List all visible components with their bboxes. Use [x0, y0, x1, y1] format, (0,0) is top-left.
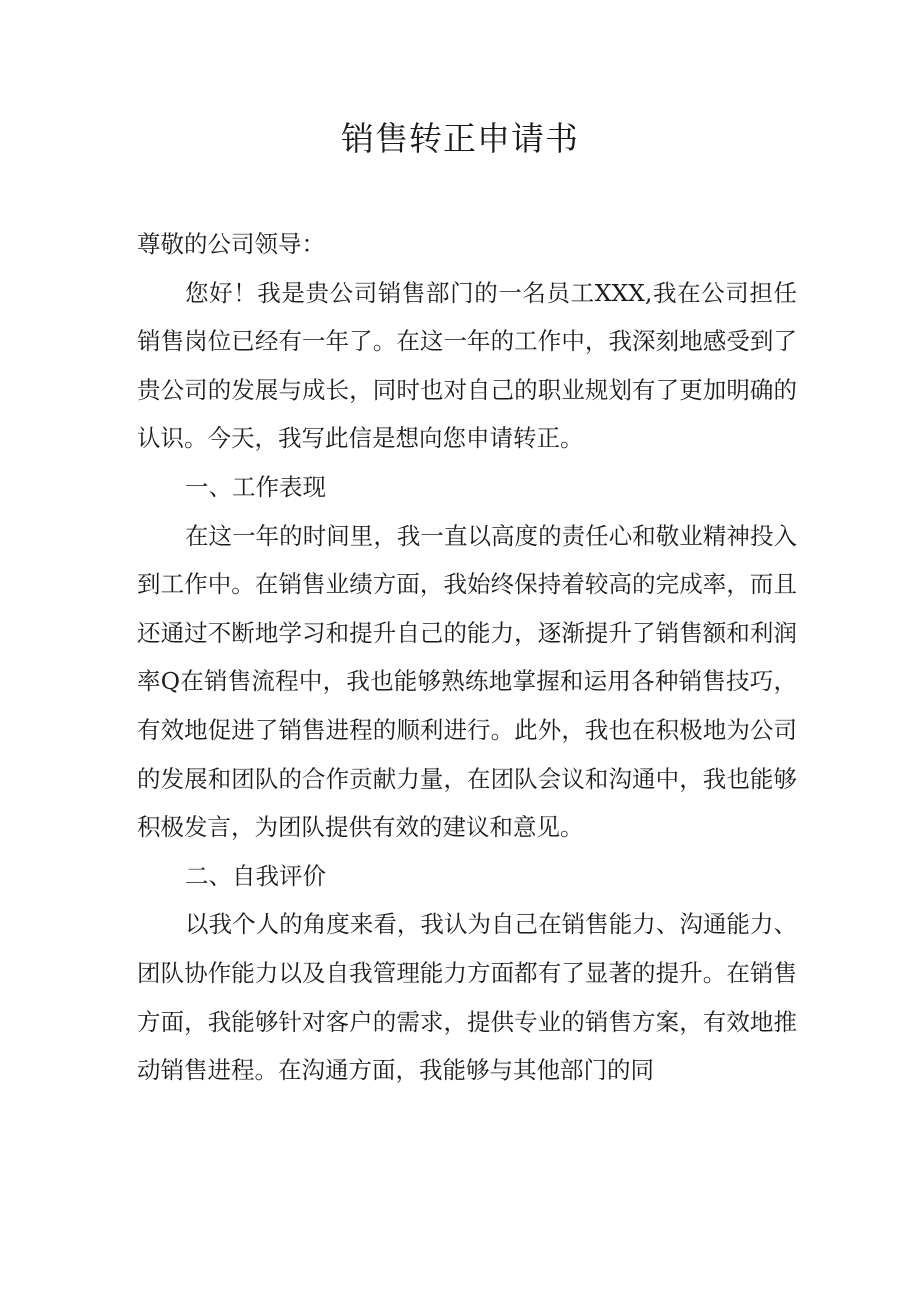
section-heading-self-evaluation: 二、自我评价 [185, 861, 326, 890]
paragraph-self-evaluation: 以我个人的角度来看，我认为自己在销售能力、沟通能力、团队协作能力以及自我管理能力方面都有了显著的提升。在销售方面，我能够针对客户的需求，提供专业的销售方案，有效地推动销售进程。在沟通方面，我能够与其他部门的同 [137, 910, 797, 1085]
document-title: 销售转正申请书 [341, 119, 579, 158]
paragraph-work-performance: 在这一年的时间里，我一直以高度的责任心和敬业精神投入到工作中。在销售业绩方面，我始终保持着较高的完成率，而且还通过不断地学习和提升自己的能力，逐渐提升了销售额和利润率Q在销售流程中，我也能够熟练地掌握和运用各种销售技巧，有效地促进了销售进程的顺利进行。此外，我也在积极地为公司的发展和团队的合作贡献力量，在团队会议和沟通中，我也能够积极发言，为团队提供有效的建议和意见。 [137, 521, 797, 842]
document-body [137, 220, 797, 1095]
salutation: 尊敬的公司领导： [137, 230, 325, 258]
paragraph-greeting: 您好！我是贵公司销售部门的一名员工XXX,我在公司担任销售岗位已经有一年了。在这一年的工作中，我深刻地感受到了贵公司的发展与成长，同时也对自己的职业规划有了更加明确的认识。今天，我写此信是想向您申请转正。 [137, 278, 797, 453]
section-heading-work-performance: 一、工作表现 [185, 472, 326, 501]
